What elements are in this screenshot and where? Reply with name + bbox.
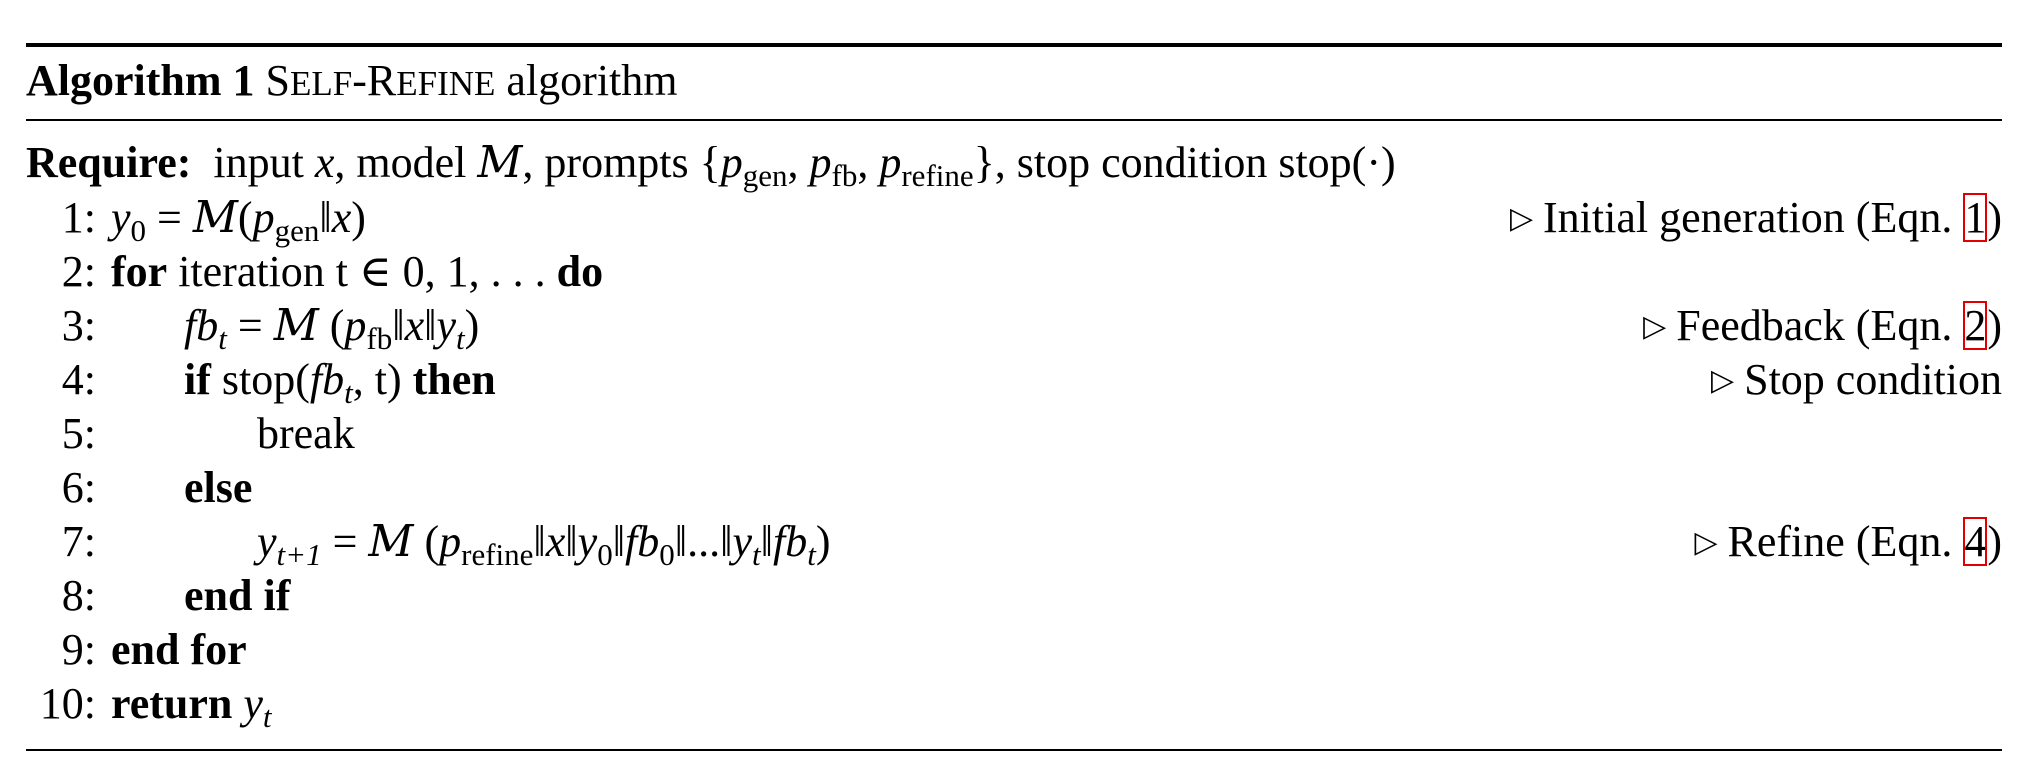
- algo-line-3: [26, 299, 2002, 356]
- algorithm-body: [26, 121, 2002, 749]
- line-2-text: iteration t ∈ 0, 1, . . .: [167, 247, 557, 296]
- math-x: x: [404, 301, 425, 350]
- math-concat: ‖: [319, 193, 332, 242]
- math-p: p: [252, 193, 275, 242]
- algorithm-name-s: S: [265, 56, 291, 105]
- keyword-do: do: [556, 247, 604, 296]
- require-sub-gen: gen: [742, 158, 788, 193]
- require-stop-text: , stop condition: [994, 138, 1268, 187]
- algorithm-name-efine: EFINE: [396, 64, 496, 103]
- line-number: 1:: [61, 193, 96, 242]
- math-model: M: [273, 300, 319, 351]
- math-eq: =: [226, 301, 274, 350]
- line-number: 6:: [61, 463, 96, 512]
- comment-close: ): [1987, 193, 2002, 242]
- math-fb: fb: [309, 355, 345, 404]
- math-y: y: [257, 517, 277, 566]
- math-open-paren: (: [318, 301, 345, 350]
- math-sub-0: 0: [659, 537, 675, 572]
- math-sub-gen: gen: [274, 213, 320, 248]
- keyword-end-for: end for: [111, 625, 247, 674]
- algo-line-6: [26, 461, 2002, 515]
- require-input-text: input: [213, 138, 304, 187]
- math-close-paren: ): [464, 301, 480, 350]
- require-sub-fb: fb: [831, 158, 858, 193]
- equation-ref-link[interactable]: 1: [1964, 193, 1987, 242]
- math-sub-t: t: [456, 321, 465, 356]
- algorithm-name-suffix: algorithm: [506, 56, 678, 105]
- math-x: x: [331, 193, 352, 242]
- line-number: 8:: [61, 571, 96, 620]
- keyword-for: for: [111, 247, 168, 296]
- math-sub-t: t: [807, 537, 816, 572]
- math-eq: =: [146, 193, 193, 242]
- math-sub-0: 0: [597, 537, 613, 572]
- stop-args: , t): [352, 355, 402, 404]
- keyword-return: return: [111, 679, 233, 728]
- math-concat: ‖: [720, 517, 733, 566]
- line-4-comment: [1711, 353, 2002, 408]
- math-p: p: [439, 517, 462, 566]
- math-p: p: [344, 301, 367, 350]
- require-model-text: , model: [334, 138, 467, 187]
- math-fb: fb: [184, 301, 219, 350]
- line-number: 10:: [39, 679, 96, 728]
- algo-line-4: [26, 353, 2002, 410]
- require-stop-fn: stop(·): [1278, 138, 1396, 187]
- line-1-code: [111, 191, 366, 248]
- math-concat: ‖: [760, 517, 774, 566]
- line-number: 7:: [61, 517, 96, 566]
- math-sub-0: 0: [130, 213, 147, 248]
- math-model: M: [368, 516, 414, 567]
- algo-line-8: [26, 569, 2002, 623]
- keyword-end-if: end if: [184, 571, 291, 620]
- math-open-paren: (: [413, 517, 440, 566]
- algorithm-name-dash: -: [352, 56, 367, 105]
- algorithm-block: [26, 43, 2002, 751]
- equation-ref-link[interactable]: 4: [1964, 517, 1987, 566]
- math-x: x: [545, 517, 566, 566]
- math-y: y: [577, 517, 598, 566]
- comment-text: Initial generation (Eqn.: [1543, 193, 1964, 242]
- line-7-comment: [1694, 515, 2002, 570]
- line-7-code: [257, 515, 831, 572]
- require-sub-refine: refine: [901, 158, 974, 193]
- require-comma-2: ,: [857, 138, 869, 187]
- comment-text: Stop condition: [1744, 355, 2002, 404]
- math-open-paren: (: [237, 193, 253, 242]
- require-line: [26, 135, 2002, 191]
- comment-text: Refine (Eqn.: [1727, 517, 1964, 566]
- require-label: Require:: [26, 138, 192, 187]
- line-number: 5:: [61, 409, 96, 458]
- keyword-then: then: [412, 355, 496, 404]
- algorithm-label: Algorithm 1: [26, 56, 255, 105]
- algo-line-7: [26, 515, 2002, 572]
- math-sub-t1: t+1: [276, 537, 322, 572]
- math-model: M: [192, 192, 238, 243]
- math-concat: ‖: [612, 517, 626, 566]
- math-sub-t: t: [344, 375, 353, 410]
- equation-ref-link[interactable]: 2: [1964, 301, 1987, 350]
- line-number: 9:: [61, 625, 96, 674]
- math-close-paren: ): [815, 517, 831, 566]
- require-var-model: M: [477, 137, 523, 188]
- math-concat: ‖: [565, 517, 578, 566]
- line-4-code: [184, 353, 496, 410]
- comment-triangle-icon: ▷: [1711, 364, 1735, 397]
- algo-line-10: [26, 677, 2002, 734]
- line-number: 3:: [61, 301, 96, 350]
- math-y: y: [436, 301, 457, 350]
- math-sub-t: t: [262, 699, 272, 734]
- comment-triangle-icon: ▷: [1694, 526, 1718, 559]
- comment-text: Feedback (Eqn.: [1676, 301, 1964, 350]
- comment-close: ): [1987, 517, 2002, 566]
- math-y: y: [111, 193, 131, 242]
- line-5-break: break: [257, 409, 355, 458]
- math-ellipsis: ...: [687, 517, 721, 566]
- comment-triangle-icon: ▷: [1643, 310, 1667, 343]
- line-1-comment: [1510, 191, 2002, 246]
- require-var-x: x: [314, 138, 335, 187]
- math-concat: ‖: [674, 517, 688, 566]
- math-close-paren: ): [351, 193, 366, 242]
- math-concat: ‖: [533, 517, 546, 566]
- math-sub-refine: refine: [461, 537, 534, 572]
- require-comma-1: ,: [787, 138, 799, 187]
- algorithm-name-elf: ELF: [290, 64, 353, 103]
- line-3-code: [184, 299, 480, 356]
- require-prompts-text: , prompts {: [522, 138, 721, 187]
- line-2-code: [111, 245, 603, 299]
- line-number: 4:: [61, 355, 96, 404]
- keyword-if: if: [184, 355, 211, 404]
- require-p-refine: p: [879, 138, 902, 187]
- comment-close: ): [1987, 301, 2002, 350]
- line-number: 2:: [61, 247, 96, 296]
- stop-fn: stop(: [221, 355, 310, 404]
- math-fb: fb: [773, 517, 808, 566]
- algorithm-caption: [26, 47, 2002, 119]
- require-p-gen: p: [720, 138, 743, 187]
- line-10-code: [111, 677, 272, 734]
- comment-triangle-icon: ▷: [1509, 202, 1534, 235]
- math-y: y: [732, 517, 753, 566]
- require-p-fb: p: [809, 138, 832, 187]
- math-y: y: [243, 679, 263, 728]
- math-sub-t: t: [218, 321, 227, 356]
- algo-line-1: [26, 191, 2002, 248]
- math-concat: ‖: [424, 301, 437, 350]
- math-sub-t: t: [752, 537, 761, 572]
- math-eq: =: [321, 517, 369, 566]
- algo-line-5: [26, 407, 2002, 461]
- math-concat: ‖: [392, 301, 405, 350]
- algo-line-9: [26, 623, 2002, 677]
- keyword-else: else: [184, 463, 253, 512]
- bottom-rule: [26, 749, 2002, 751]
- algorithm-name-r: R: [366, 56, 397, 105]
- math-sub-fb: fb: [366, 321, 393, 356]
- require-close-brace: }: [973, 138, 995, 187]
- line-3-comment: [1643, 299, 2002, 354]
- math-fb: fb: [625, 517, 660, 566]
- algo-line-2: [26, 245, 2002, 299]
